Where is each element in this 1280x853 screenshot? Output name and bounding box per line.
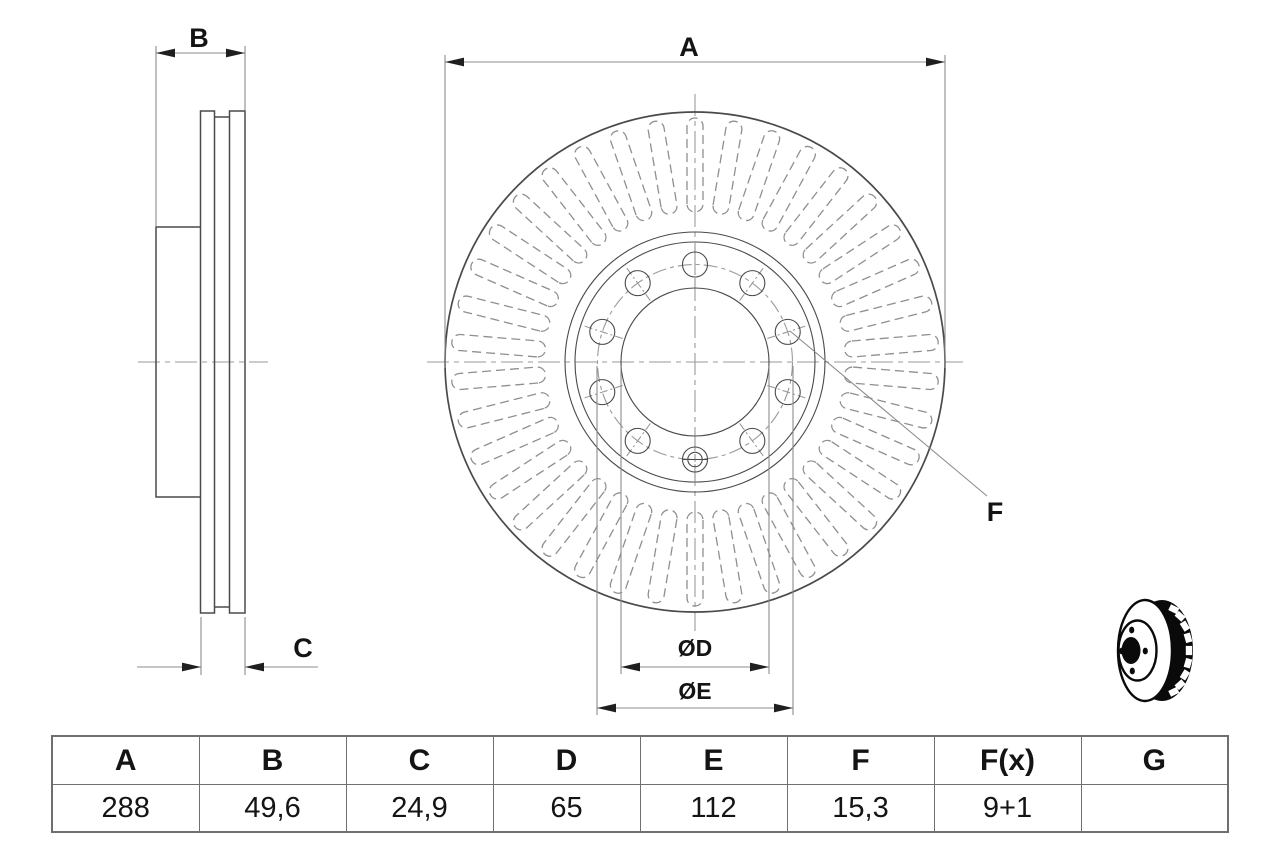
value-cell: 15,3 [787, 785, 934, 833]
arrowhead-right [226, 49, 245, 58]
arrowhead-left [182, 663, 201, 672]
icon-bolt-dot [1130, 668, 1135, 675]
dim-c [137, 617, 318, 675]
brake-disc-3d-icon [1118, 600, 1193, 701]
arrowhead-left [445, 58, 464, 67]
side-view [138, 111, 268, 613]
value-cell: 49,6 [199, 785, 346, 833]
value-cell: 24,9 [346, 785, 493, 833]
value-cell [1081, 785, 1228, 833]
arrowhead-right [774, 704, 793, 713]
dim-f [790, 331, 1003, 527]
arrowhead-right [750, 663, 769, 672]
leader-line-f [790, 331, 987, 496]
icon-center-bore [1122, 637, 1141, 664]
dim-label-b: B [189, 23, 209, 53]
arrowhead-left [597, 704, 616, 713]
table-value-row [52, 785, 1228, 833]
value-cell: 288 [52, 785, 199, 833]
header-cell: A [52, 736, 199, 785]
arrowhead-left [621, 663, 640, 672]
arrowhead-left [156, 49, 175, 58]
arrowhead-right [245, 663, 264, 672]
header-cell: C [346, 736, 493, 785]
arrowhead-right [926, 58, 945, 67]
icon-bolt-dot [1119, 648, 1124, 655]
header-cell: G [1081, 736, 1228, 785]
dimension-table [51, 735, 1229, 833]
icon-bolt-dot [1143, 648, 1148, 655]
header-cell: B [199, 736, 346, 785]
value-cell: 112 [640, 785, 787, 833]
header-cell: F(x) [934, 736, 1081, 785]
dim-label-a: A [679, 32, 699, 62]
value-cell: 65 [493, 785, 640, 833]
header-cell: E [640, 736, 787, 785]
header-cell: D [493, 736, 640, 785]
icon-bolt-dot [1129, 627, 1134, 634]
dim-label-f: F [986, 497, 1004, 527]
front-view [427, 94, 963, 631]
dim-label-e: ØE [678, 678, 712, 704]
dim-label-c: C [293, 633, 313, 663]
value-cell: 9+1 [934, 785, 1081, 833]
dim-label-d: ØD [677, 635, 713, 661]
table-header-row [52, 736, 1228, 785]
header-cell: F [787, 736, 934, 785]
